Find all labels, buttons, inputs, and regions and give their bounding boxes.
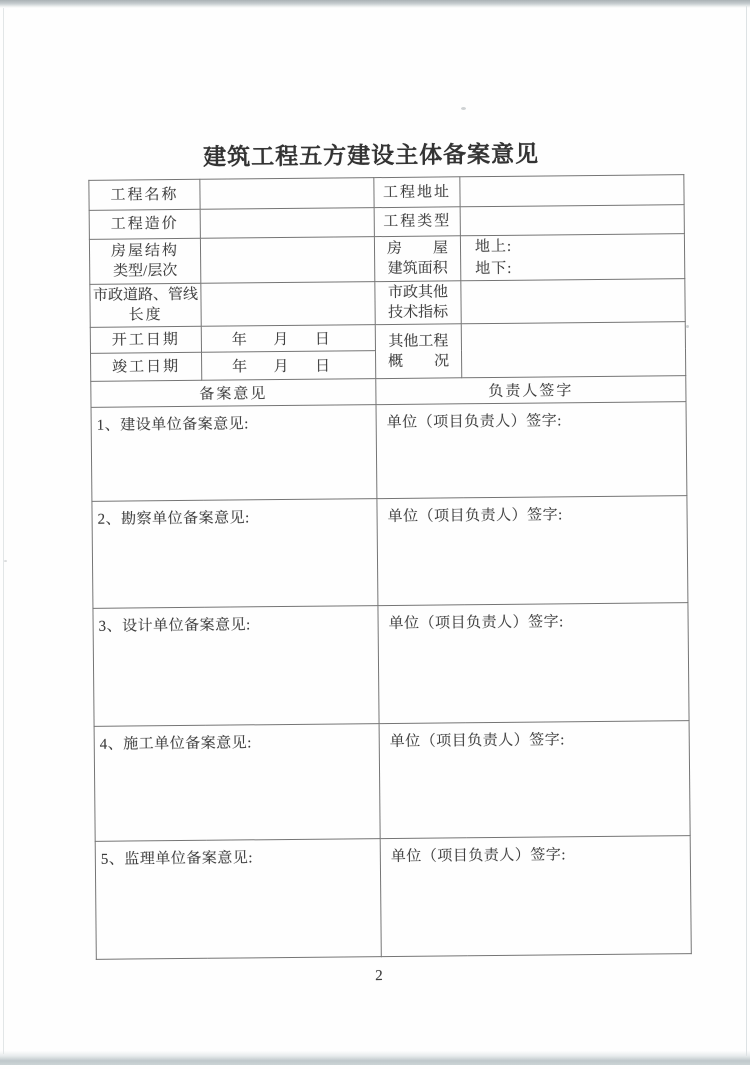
- signature-cell: 单位（项目负责人）签字:: [380, 836, 691, 957]
- building-area-label: 房 屋 建筑面积: [374, 236, 460, 282]
- month-label: 月: [273, 331, 289, 349]
- building-area-value-cell: [460, 234, 684, 281]
- table-row: [95, 836, 691, 960]
- opinion-header: 备案意见: [91, 379, 376, 408]
- structure-type-value-cell: [200, 237, 374, 284]
- above-ground-label: 地上:: [474, 238, 513, 256]
- finish-date-label: 竣工日期: [91, 352, 202, 381]
- table-row: [90, 279, 685, 328]
- opinion-label-contractor-unit: 4、施工单位备案意见:: [94, 724, 380, 842]
- project-address-value-cell: [460, 175, 684, 207]
- table-row: [90, 322, 685, 354]
- municipal-other-value-cell: [461, 279, 685, 324]
- opinion-label-construction-unit: 1、建设单位备案意见:: [91, 405, 377, 502]
- structure-type-label: 房屋结构 类型/层次: [89, 238, 200, 284]
- opinion-label-survey-unit: 2、勘察单位备案意见:: [92, 499, 378, 609]
- municipal-length-label: 市政道路、管线 长度: [90, 283, 201, 327]
- table-row: [92, 496, 688, 609]
- document-title: 建筑工程五方建设主体备案意见: [202, 140, 540, 170]
- start-date-value-cell: [201, 325, 375, 353]
- day-label: 日: [314, 331, 330, 348]
- signature-header: 负责人签字: [376, 376, 686, 405]
- municipal-other-label: 市政其他 技术指标: [375, 281, 461, 325]
- table-row: [94, 721, 690, 842]
- project-type-label: 工程类型: [374, 207, 460, 237]
- municipal-length-value-cell: [201, 282, 375, 327]
- filing-form-table: [88, 174, 691, 960]
- opinion-label-supervision-unit: 5、监理单位备案意见:: [95, 839, 381, 960]
- table-row: [91, 402, 687, 502]
- project-cost-label: 工程造价: [89, 209, 200, 239]
- signature-cell: 单位（项目负责人）签字:: [378, 603, 689, 724]
- signature-cell: 单位（项目负责人）签字:: [377, 496, 688, 606]
- signature-cell: 单位（项目负责人）签字:: [376, 402, 687, 499]
- year-label: 年: [231, 332, 247, 349]
- other-project-label: 其他工程 概 况: [375, 324, 462, 379]
- signature-cell: 单位（项目负责人）签字:: [379, 721, 690, 839]
- project-name-value-cell: [200, 178, 374, 210]
- month-label: 月: [273, 358, 289, 376]
- other-project-value-cell: [461, 322, 686, 378]
- table-row: [89, 234, 684, 285]
- below-ground-label: 地下:: [475, 260, 513, 278]
- year-label: 年: [232, 359, 248, 376]
- opinion-label-design-unit: 3、设计单位备案意见:: [93, 606, 379, 727]
- project-type-value-cell: [460, 205, 684, 236]
- page-number: 2: [375, 968, 383, 985]
- table-row: [93, 603, 689, 727]
- project-name-label: 工程名称: [89, 179, 200, 210]
- project-cost-value-cell: [200, 208, 374, 239]
- start-date-label: 开工日期: [90, 326, 201, 353]
- finish-date-value-cell: [201, 351, 375, 381]
- project-address-label: 工程地址: [374, 177, 460, 208]
- day-label: 日: [315, 358, 331, 375]
